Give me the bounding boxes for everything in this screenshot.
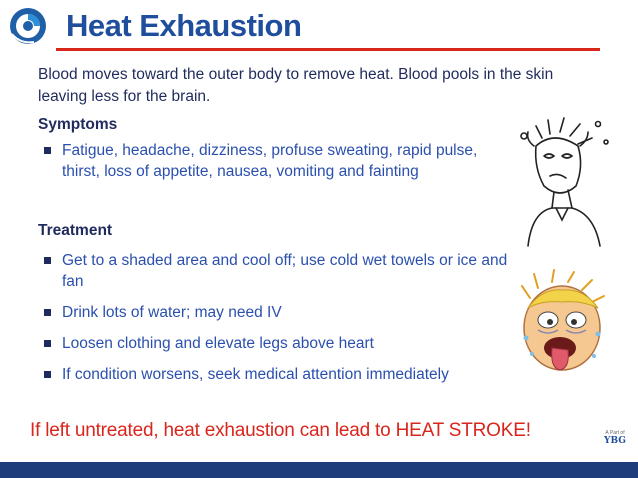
square-bullet-icon	[44, 371, 51, 378]
square-bullet-icon	[44, 340, 51, 347]
company-logo-icon	[8, 6, 48, 46]
dizzy-person-icon	[514, 116, 616, 250]
ybg-logo	[600, 430, 630, 456]
symptoms-list	[38, 140, 508, 192]
list-item	[38, 364, 508, 385]
intro-text: Blood moves toward the outer body to remove heat. Blood pools in the skin leaving less for the brain.	[38, 66, 554, 105]
warning-text: If left untreated, heat exhaustion can lead to HEAT STROKE!	[30, 420, 531, 441]
square-bullet-icon	[44, 309, 51, 316]
square-bullet-icon	[44, 257, 51, 264]
ybg-logo-caption: A Part of	[605, 430, 625, 436]
list-item-text: If condition worsens, seek medical attention immediately	[62, 366, 449, 383]
ybg-logo-text: YBG	[604, 436, 626, 446]
list-item-text: Fatigue, headache, dizziness, profuse sweating, rapid pulse, thirst, loss of appetite, nausea, vomiting and fainting	[62, 142, 478, 180]
list-item-text: Get to a shaded area and cool off; use cold wet towels or ice and fan	[62, 252, 508, 290]
list-item	[38, 333, 508, 354]
list-item-text: Drink lots of water; may need IV	[62, 304, 282, 321]
title-underline	[56, 48, 600, 51]
list-item	[38, 140, 508, 182]
treatment-list	[38, 250, 508, 395]
list-item	[38, 250, 508, 292]
list-item	[38, 302, 508, 323]
square-bullet-icon	[44, 147, 51, 154]
list-item-text: Loosen clothing and elevate legs above heart	[62, 335, 374, 352]
footer-bar	[0, 462, 638, 478]
treatment-heading: Treatment	[38, 222, 113, 239]
page-title: Heat Exhaustion	[66, 8, 302, 43]
sick-face-icon	[512, 268, 612, 378]
symptoms-heading: Symptoms	[38, 116, 118, 133]
